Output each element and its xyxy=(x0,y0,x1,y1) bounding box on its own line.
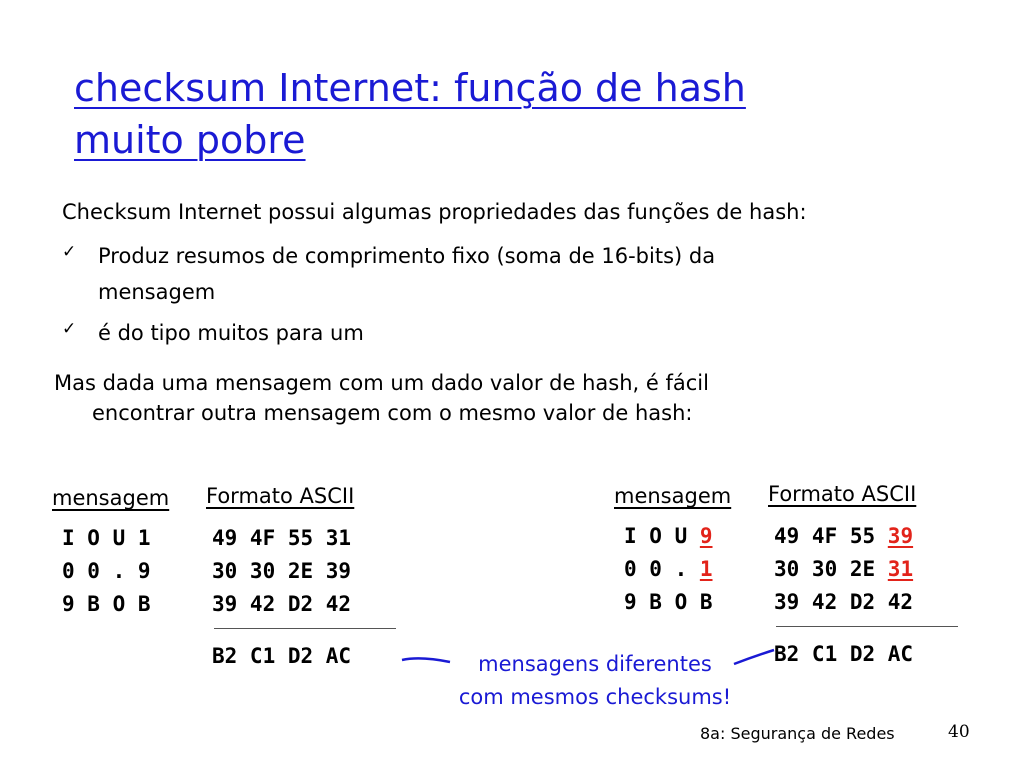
right-ascii-header: Formato ASCII xyxy=(768,482,917,506)
left-message-row: 9 B O B xyxy=(62,592,151,616)
right-message-text: 0 0 . xyxy=(624,557,700,581)
right-message-header: mensagem xyxy=(614,484,732,508)
bullet-text-line-1: Produz resumos de comprimento fixo (soma de 16-bits) da xyxy=(98,244,716,268)
left-message-header: mensagem xyxy=(52,486,170,510)
left-checksum: B2 C1 D2 AC xyxy=(212,644,352,668)
checkmark-icon: ✓ xyxy=(62,242,77,262)
left-ascii-header: Formato ASCII xyxy=(206,484,355,508)
left-message-row: I O U 1 xyxy=(62,526,151,550)
changed-character: 1 xyxy=(699,557,713,581)
bullet-text-line-2: mensagem xyxy=(98,280,216,304)
changed-byte: 39 xyxy=(887,524,914,548)
checkmark-icon: ✓ xyxy=(62,319,77,339)
bullet-text: é do tipo muitos para um xyxy=(98,321,364,345)
intro-text: Checksum Internet possui algumas propriedades das funções de hash: xyxy=(62,200,807,224)
page-number: 40 xyxy=(948,722,970,742)
right-message-text: 9 B O B xyxy=(624,590,713,614)
left-message-row: 0 0 . 9 xyxy=(62,559,151,583)
footer-text: 8a: Segurança de Redes xyxy=(700,724,895,743)
changed-character: 9 xyxy=(699,524,713,548)
changed-byte: 31 xyxy=(887,557,914,581)
paragraph-line-2: encontrar outra mensagem com o mesmo valor de hash: xyxy=(92,401,693,425)
right-ascii-text: 49 4F 55 xyxy=(774,524,888,548)
note-line-2: com mesmos checksums! xyxy=(458,685,732,709)
left-ascii-row: 39 42 D2 42 xyxy=(212,592,352,616)
title-line-2: muito pobre xyxy=(74,118,306,162)
right-ascii-text: 30 30 2E xyxy=(774,557,888,581)
paragraph-line-1: Mas dada uma mensagem com um dado valor de hash, é fácil xyxy=(54,371,709,395)
left-ascii-row: 30 30 2E 39 xyxy=(212,559,352,583)
title-line-1: checksum Internet: função de hash xyxy=(74,66,746,110)
note-line-1: mensagens diferentes xyxy=(478,652,712,676)
annotation-note xyxy=(420,648,770,714)
right-checksum: B2 C1 D2 AC xyxy=(774,642,914,666)
left-ascii-row: 49 4F 55 31 xyxy=(212,526,352,550)
right-message-text: I O U xyxy=(624,524,700,548)
right-ascii-text: 39 42 D2 42 xyxy=(774,590,914,614)
